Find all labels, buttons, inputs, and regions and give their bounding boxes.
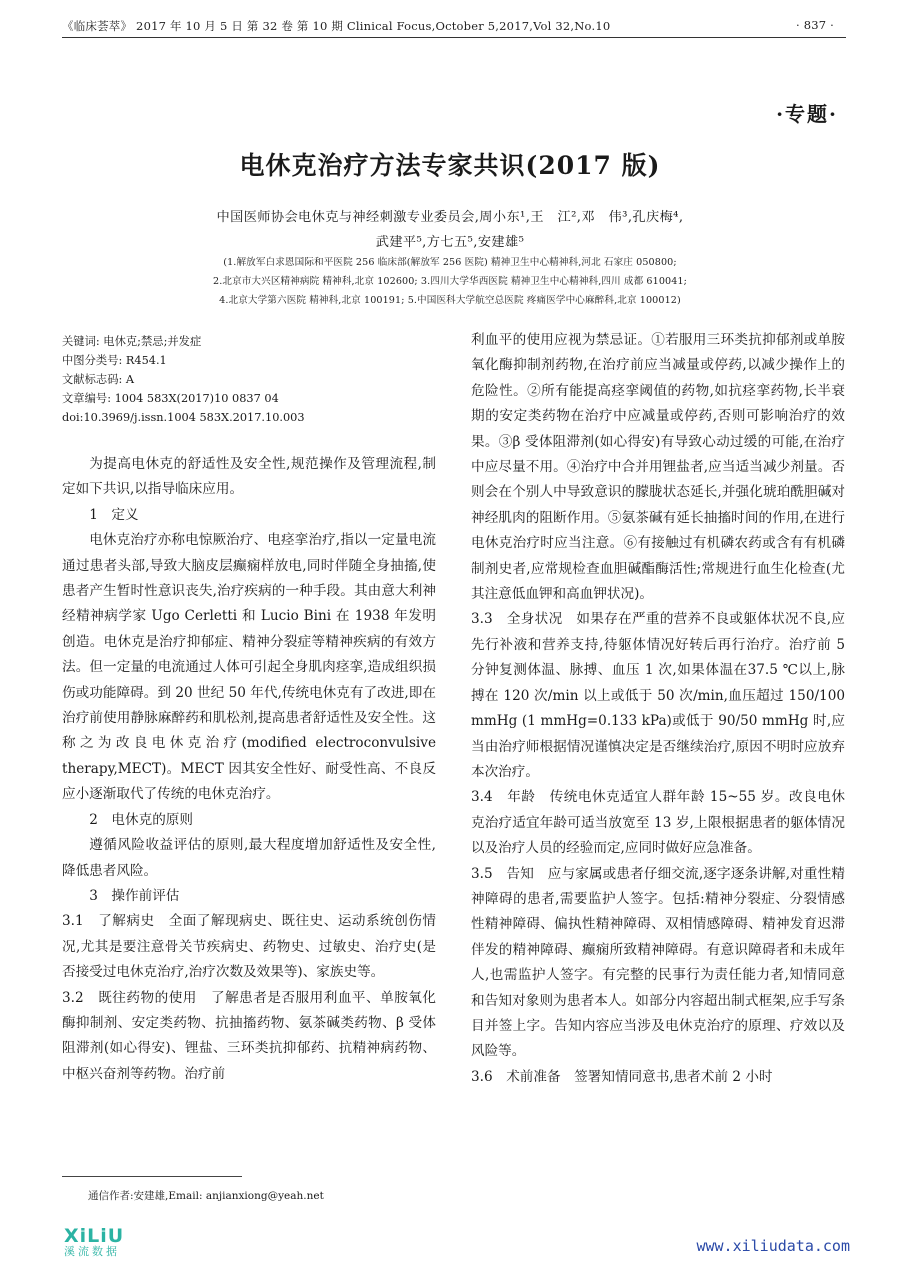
running-header: 《临床荟萃》 2017 年 10 月 5 日 第 32 卷 第 10 期 Clinical Focus,October 5,2017,Vol 32,No.10: [62, 19, 611, 33]
subsection-paragraph: 3.5 告知 应与家属或患者仔细交流,逐字逐条讲解,对重性精神障碍的患者,需要监护人签字。包括:精神分裂症、分裂情感性精神障碍、偏执性精神障碍、双相情感障碍、精神发育迟滞伴发的精神障碍、癫痫所致精神障碍。有意识障碍者和未成年人,也需监护人签字。有完整的民事行为责任能力者,知情同意和告知对象则为患者本人。如部分内容超出制式框架,应手写条目并签上字。告知内容应当涉及电休克治疗的原理、疗效以及风险等。: [471, 865, 845, 1060]
body-paragraph: 利血平的使用应视为禁忌证。①若服用三环类抗抑郁剂或单胺氧化酶抑制剂药物,在治疗前应当减量或停药,以减少操作上的危险性。②所有能提高痉挛阈值的药物,如抗痉挛药物,长半衰期的安定类药物在治疗中应减量或停药,否则可影响治疗的效果。③β 受体阻滞剂(如心得安)有导致心动过缓的可能,在治疗中应尽量不用。④治疗中合并用锂盐者,应当适当减少剂量。否则会在个别人中导致意识的朦胧状态延长,并强化琥珀酰胆碱对神经肌肉的阻断作用。⑤氨茶碱有延长抽搐时间的作用,在进行电休克治疗时应当注意。⑥有接触过有机磷农药或含有有机磷制剂史者,应常规检查血胆碱酯酶活性;常规进行血生化检查(尤其注意低血钾和高血钾状况)。: [471, 332, 845, 603]
clc-number: 中图分类号: R454.1: [62, 354, 167, 367]
logo-text: XiLiU: [64, 1225, 125, 1247]
body-paragraph: 遵循风险收益评估的原则,最大程度增加舒适性及安全性,降低患者风险。: [62, 837, 436, 879]
body-paragraph: 电休克治疗亦称电惊厥治疗、电痉挛治疗,指以一定量电流通过患者头部,导致大脑皮层癫痫样放电,同时伴随全身抽搐,使患者产生暂时性意识丧失,治疗疾病的一种手段。其由意大利神经精神病学家 Ugo Cerletti 和 Lucio Bini 在 1938 年发明创造。电休克是治疗抑郁症、精神分裂症等精神疾病的有效方法。但一定量的电流通过人体可引起全身肌肉痉挛,造成组织损伤或功能障碍。到 20 世纪 50 年代,传统电休克有了改进,即在治疗前使用静脉麻醉药和肌松剂,提高患者舒适性及安全性。这称之为改良电休克治疗(modified electroconvulsive therapy,MECT)。MECT 因其安全性好、耐受性高、不良反应小逐渐取代了传统的电休克治疗。: [62, 532, 436, 803]
xiliu-logo: [64, 1226, 124, 1258]
footnote-rule: [62, 1176, 242, 1177]
doi-link[interactable]: doi:10.3969/j.issn.1004 583X.2017.10.003: [62, 411, 305, 424]
section-heading: 3 操作前评估: [89, 887, 180, 904]
header-rule: [62, 37, 846, 38]
section-heading: 2 电休克的原则: [89, 811, 193, 828]
keywords: 关键词: 电休克;禁忌;并发症: [62, 335, 202, 348]
section-tag: ·专题·: [776, 102, 838, 126]
subsection-paragraph: 3.4 年龄 传统电休克适宜人群年龄 15~55 岁。改良电休克治疗适宜年龄可适当放宽至 13 岁,上限根据患者的躯体情况以及治疗人员的经验而定,应同时做好应急准备。: [471, 789, 845, 857]
right-column: [471, 328, 845, 1090]
logo-subtitle: 溪流数据: [64, 1245, 120, 1258]
watermark-url[interactable]: www.xiliudata.com: [696, 1237, 850, 1255]
affiliation-line: (1.解放军白求恩国际和平医院 256 临床部(解放军 256 医院) 精神卫生中心精神科,河北 石家庄 050800;: [223, 257, 677, 268]
author-line: 中国医师协会电休克与神经刺激专业委员会,周小东¹,王 江²,邓 伟³,孔庆梅⁴,: [216, 210, 684, 225]
affiliation-line: 2.北京市大兴区精神病院 精神科,北京 102600; 3.四川大学华西医院 精神卫生中心精神科,四川 成都 610041;: [213, 276, 687, 287]
corresponding-author-note: 通信作者:安建雄,Email: anjianxiong@yeah.net: [88, 1190, 324, 1202]
page-number: · 837 ·: [796, 18, 834, 32]
left-column: [62, 452, 436, 1087]
subsection-paragraph: 3.6 术前准备 签署知情同意书,患者术前 2 小时: [471, 1068, 773, 1085]
article-title: 电休克治疗方法专家共识(2017 版): [239, 151, 661, 180]
subsection-paragraph: 3.3 全身状况 如果存在严重的营养不良或躯体状况不良,应先行补液和营养支持,待躯体情况好转后再行治疗。治疗前 5 分钟复测体温、脉搏、血压 1 次,如果体温在37.5 ℃以上,脉搏在 120 次/min 以上或低于 50 次/min,血压超过 150/100 mmHg (1 mmHg=0.133 kPa)或低于 90/50 mmHg 时,应当由治疗师根据情况谨慎决定是否继续治疗,原因不明时应放弃本次治疗。: [471, 611, 845, 780]
author-line: 武建平⁵,方七五⁵,安建雄⁵: [375, 235, 525, 250]
document-code: 文献标志码: A: [62, 373, 135, 386]
subsection-paragraph: 3.1 了解病史 全面了解现病史、既往史、运动系统创伤情况,尤其是要注意骨关节疾病史、药物史、过敏史、治疗史(是否接受过电休克治疗,治疗次数及效果等)、家族史等。: [62, 913, 436, 981]
subsection-paragraph: 3.2 既往药物的使用 了解患者是否服用利血平、单胺氧化酶抑制剂、安定类药物、抗抽搐药物、氨茶碱类药物、β 受体阻滞剂(如心得安)、锂盐、三环类抗抑郁药、抗精神病药物、中枢兴奋剂等药物。治疗前: [62, 989, 436, 1082]
intro-paragraph: 为提高电休克的舒适性及安全性,规范操作及管理流程,制定如下共识,以指导临床应用。: [62, 456, 436, 498]
affiliation-line: 4.北京大学第六医院 精神科,北京 100191; 5.中国医科大学航空总医院 疼痛医学中心麻醉科,北京 100012): [219, 295, 681, 306]
article-number: 文章编号: 1004 583X(2017)10 0837 04: [62, 392, 279, 405]
section-heading: 1 定义: [89, 506, 139, 523]
